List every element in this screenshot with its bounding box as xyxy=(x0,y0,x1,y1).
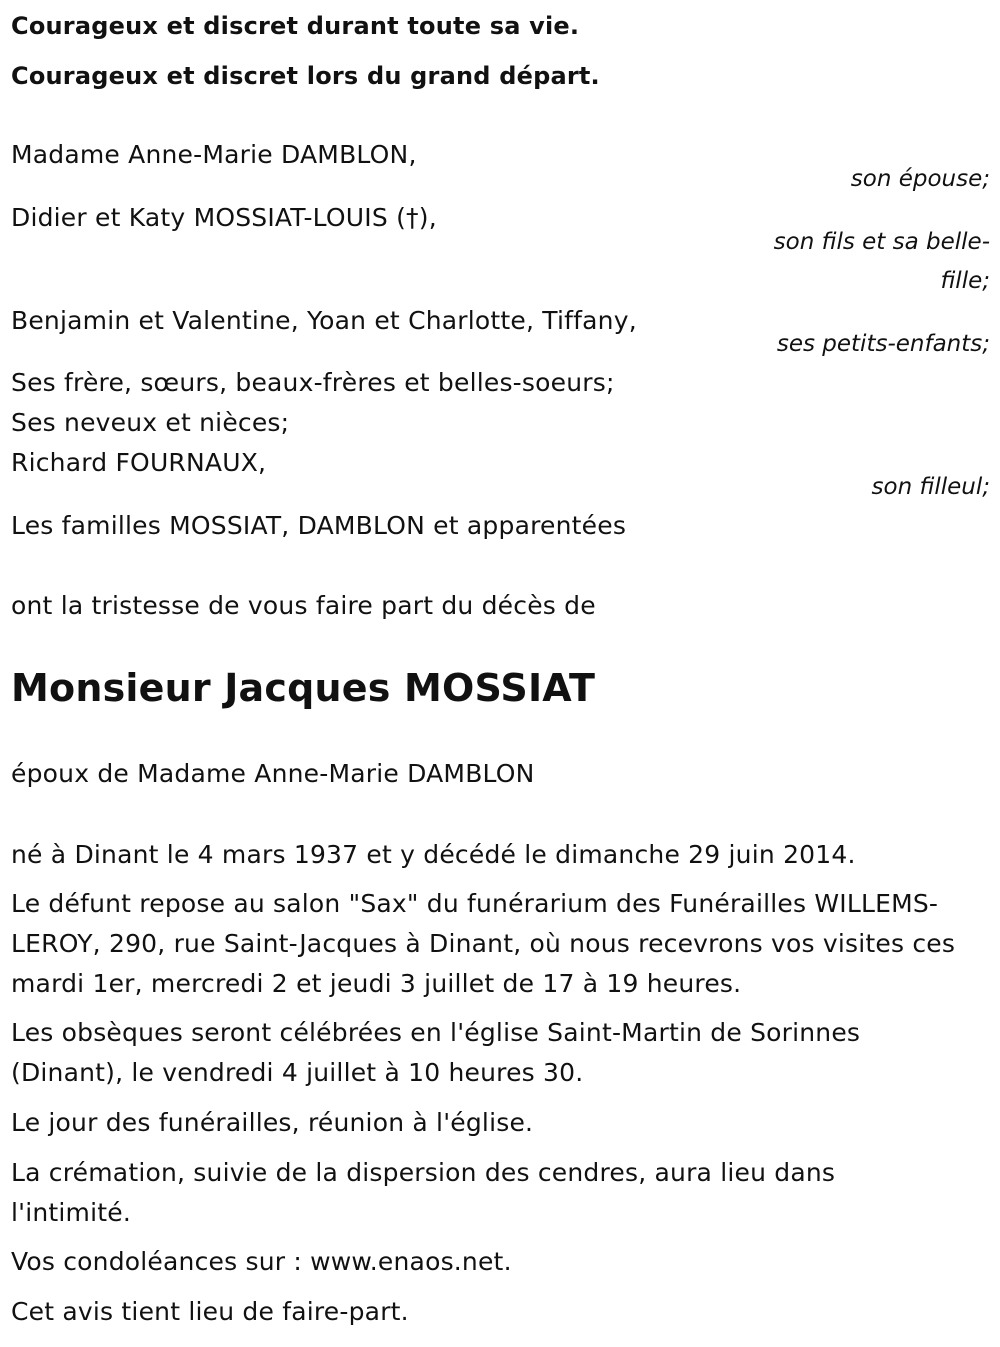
intro-line-1: Courageux et discret durant toute sa vie. xyxy=(11,12,580,40)
birth-death-text: né à Dinant le 4 mars 1937 et y décédé le dimanche 29 juin 2014. xyxy=(11,840,856,869)
spouse-line: époux de Madame Anne-Marie DAMBLON xyxy=(11,759,535,788)
repose-line-1: Le défunt repose au salon "Sax" du funérarium des Funérailles WILLEMS- xyxy=(11,889,939,918)
condoleances-text: Vos condoléances sur : www.enaos.net. xyxy=(11,1247,512,1276)
relation-grandchildren: ses petits-enfants; xyxy=(776,331,990,357)
relation-spouse: son épouse; xyxy=(850,166,990,192)
announcement-text: ont la tristesse de vous faire part du décès de xyxy=(11,591,596,620)
mourner-nephews: Ses neveux et nièces; xyxy=(11,408,290,437)
intro-line-2: Courageux et discret lors du grand départ. xyxy=(11,62,600,90)
relation-godson: son filleul; xyxy=(871,474,990,500)
mourner-godson: Richard FOURNAUX, xyxy=(11,448,267,477)
mourner-families: Les familles MOSSIAT, DAMBLON et apparentées xyxy=(11,511,627,540)
cremation-line-1: La crémation, suivie de la dispersion des cendres, aura lieu dans xyxy=(11,1158,836,1187)
mourner-son: Didier et Katy MOSSIAT-LOUIS (†), xyxy=(11,203,437,232)
obseques-line-2: (Dinant), le vendredi 4 juillet à 10 heures 30. xyxy=(11,1058,584,1087)
repose-line-3: mardi 1er, mercredi 2 et jeudi 3 juillet de 17 à 19 heures. xyxy=(11,969,742,998)
reunion-text: Le jour des funérailles, réunion à l'église. xyxy=(11,1108,534,1137)
deceased-name: Monsieur Jacques MOSSIAT xyxy=(11,666,596,710)
relation-son-line1: son fils et sa belle- xyxy=(773,229,990,255)
relation-son-line2: fille; xyxy=(940,268,990,294)
mourner-grandchildren: Benjamin et Valentine, Yoan et Charlotte, Tiffany, xyxy=(11,306,637,335)
obseques-line-1: Les obsèques seront célébrées en l'église Saint-Martin de Sorinnes xyxy=(11,1018,861,1047)
faire-part-text: Cet avis tient lieu de faire-part. xyxy=(11,1297,409,1326)
cremation-line-2: l'intimité. xyxy=(11,1198,131,1227)
mourner-siblings: Ses frère, sœurs, beaux-frères et belles-soeurs; xyxy=(11,368,615,397)
repose-line-2: LEROY, 290, rue Saint-Jacques à Dinant, où nous recevrons vos visites ces xyxy=(11,929,956,958)
mourner-spouse: Madame Anne-Marie DAMBLON, xyxy=(11,140,417,169)
